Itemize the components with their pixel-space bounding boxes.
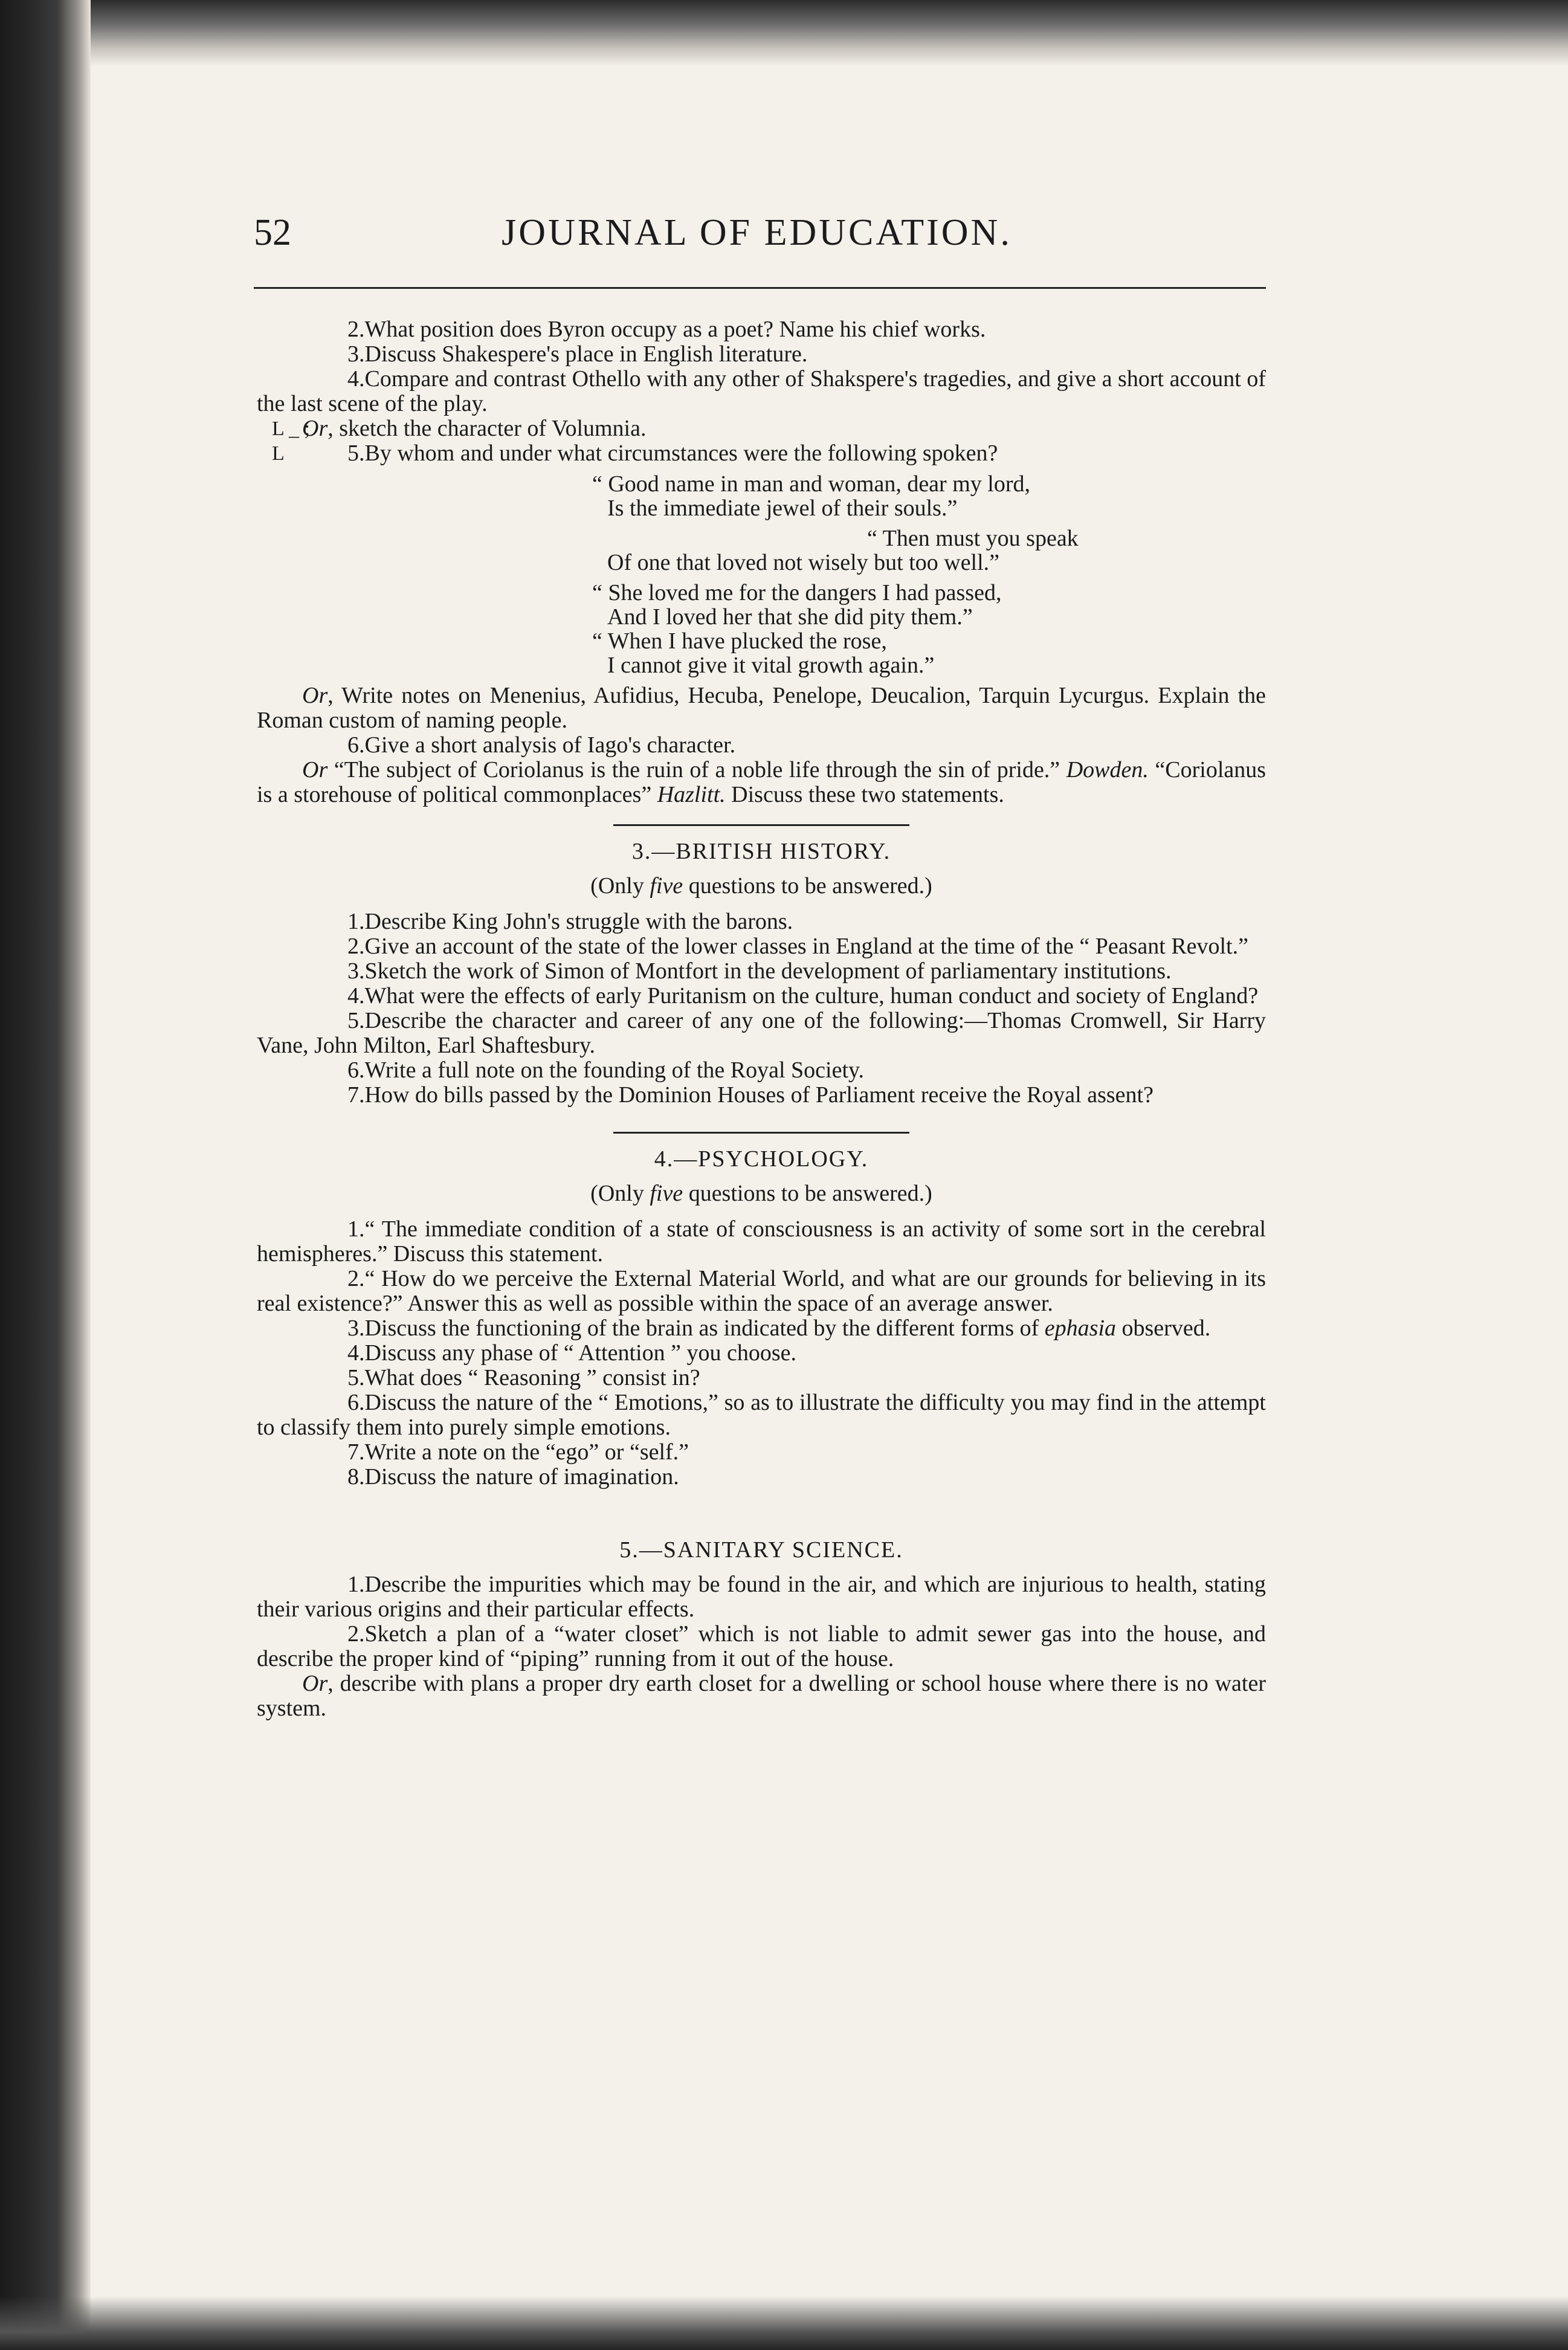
section-title: 5.—SANITARY SCIENCE.: [619, 1537, 903, 1563]
question-item: 1.Describe King John's struggle with the barons.: [347, 909, 793, 934]
question-alternative: Or “The subject of Coriolanus is the ruin of a noble life through the sin of pride.” Dowden. “Coriolanus is a storehouse of political commonplaces” Hazlitt. Discuss these two statements.: [257, 757, 1266, 807]
question-item: 2.Sketch a plan of a “water closet” which is not liable to admit sewer gas into the house, and describe the proper kind of “piping” running from it out of the house.: [257, 1621, 1266, 1671]
question-item: 2.Give an account of the state of the lower classes in England at the time of the “ Peasant Revolt.”: [347, 934, 1249, 959]
question-alternative: Or, Write notes on Menenius, Aufidius, Hecuba, Penelope, Deucalion, Tarquin Lycurgus. Explain the Roman custom of naming people.: [257, 683, 1266, 733]
margin-mark: L: [272, 442, 285, 465]
section-title: 4.—PSYCHOLOGY.: [654, 1146, 869, 1172]
page-body: [257, 317, 1266, 1721]
section-title: 3.—BRITISH HISTORY.: [631, 839, 891, 864]
question-item: 2.What position does Byron occupy as a poet? Name his chief works.: [347, 317, 986, 342]
question-item: 1.“ The immediate condition of a state of consciousness is an activity of some sort in the cerebral hemispheres.” Discuss this statement.: [257, 1216, 1266, 1267]
sanitary-science-section: [257, 1538, 1266, 1721]
british-history-section: [257, 839, 1266, 1108]
english-literature-section: [257, 317, 1266, 807]
scan-binding-edge: [0, 0, 91, 2350]
quotation: “ Then must you speak Of one that loved not wisely but too well.”: [607, 526, 1079, 575]
section-instructions: (Only five questions to be answered.): [590, 1181, 932, 1206]
question-item: 7.Write a note on the “ego” or “self.”: [347, 1439, 689, 1465]
psychology-section: [257, 1147, 1266, 1490]
question-item: 1.Describe the impurities which may be found in the air, and which are injurious to health, stating their various origins and their particular effects.: [257, 1572, 1266, 1622]
page-number: 52: [254, 212, 291, 253]
question-item: 8.Discuss the nature of imagination.: [347, 1464, 679, 1490]
question-item: 6.Discuss the nature of the “ Emotions,” so as to illustrate the difficulty you may find in the attempt to classify them into purely simple emotions.: [257, 1390, 1266, 1440]
question-item: 6.Give a short analysis of Iago's character.: [347, 732, 736, 758]
section-instructions: (Only five questions to be answered.): [590, 873, 932, 899]
question-item: 3.Discuss the functioning of the brain as indicated by the different forms of ephasia observed.: [347, 1315, 1211, 1341]
journal-title: JOURNAL OF EDUCATION.: [502, 212, 1012, 253]
quotation: “ She loved me for the dangers I had passed, And I loved her that she did pity them.” “ When I have plucked the rose, I cannot give it vital growth again.”: [592, 580, 1002, 678]
question-item: 5.Describe the character and career of any one of the following:—Thomas Cromwell, Sir Harry Vane, John Milton, Earl Shaftesbury.: [257, 1008, 1266, 1058]
question-alternative: Or, describe with plans a proper dry earth closet for a dwelling or school house where there is no water system.: [257, 1671, 1266, 1721]
margin-mark: L _ ;: [272, 418, 310, 440]
scan-top-edge: [0, 0, 1568, 66]
quotation: “ Good name in man and woman, dear my lord, Is the immediate jewel of their souls.”: [592, 471, 1030, 521]
question-item: 3.Discuss Shakespere's place in English literature.: [347, 341, 808, 367]
question-item: 4.Compare and contrast Othello with any other of Shakspere's tragedies, and give a short account of the last scene of the play.: [257, 366, 1266, 416]
section-divider: [613, 1132, 909, 1134]
question-item: 7.How do bills passed by the Dominion Houses of Parliament receive the Royal assent?: [347, 1082, 1153, 1108]
question-item: 6.Write a full note on the founding of the Royal Society.: [347, 1057, 865, 1083]
page-header: [163, 208, 1350, 281]
question-item: 4.Discuss any phase of “ Attention ” you choose.: [347, 1340, 796, 1366]
question-item: 5.What does “ Reasoning ” consist in?: [347, 1365, 700, 1390]
journal-page: [163, 208, 1350, 1721]
question-item: 4.What were the effects of early Puritanism on the culture, human conduct and society of England?: [347, 983, 1259, 1009]
question-alternative: L _ ; Or, sketch the character of Volumnia.: [257, 416, 1266, 441]
question-item: L 5.By whom and under what circumstances were the following spoken?: [257, 441, 1266, 466]
scan-bottom-edge: [0, 2296, 1568, 2350]
question-item: 3.Sketch the work of Simon of Montfort in the development of parliamentary institutions.: [347, 958, 1172, 984]
question-item: 2.“ How do we perceive the External Material World, and what are our grounds for believing in its real existence?” Answer this as well as possible within the space of an average answer.: [257, 1266, 1266, 1316]
header-rule: [254, 287, 1266, 289]
section-divider: [613, 824, 909, 826]
